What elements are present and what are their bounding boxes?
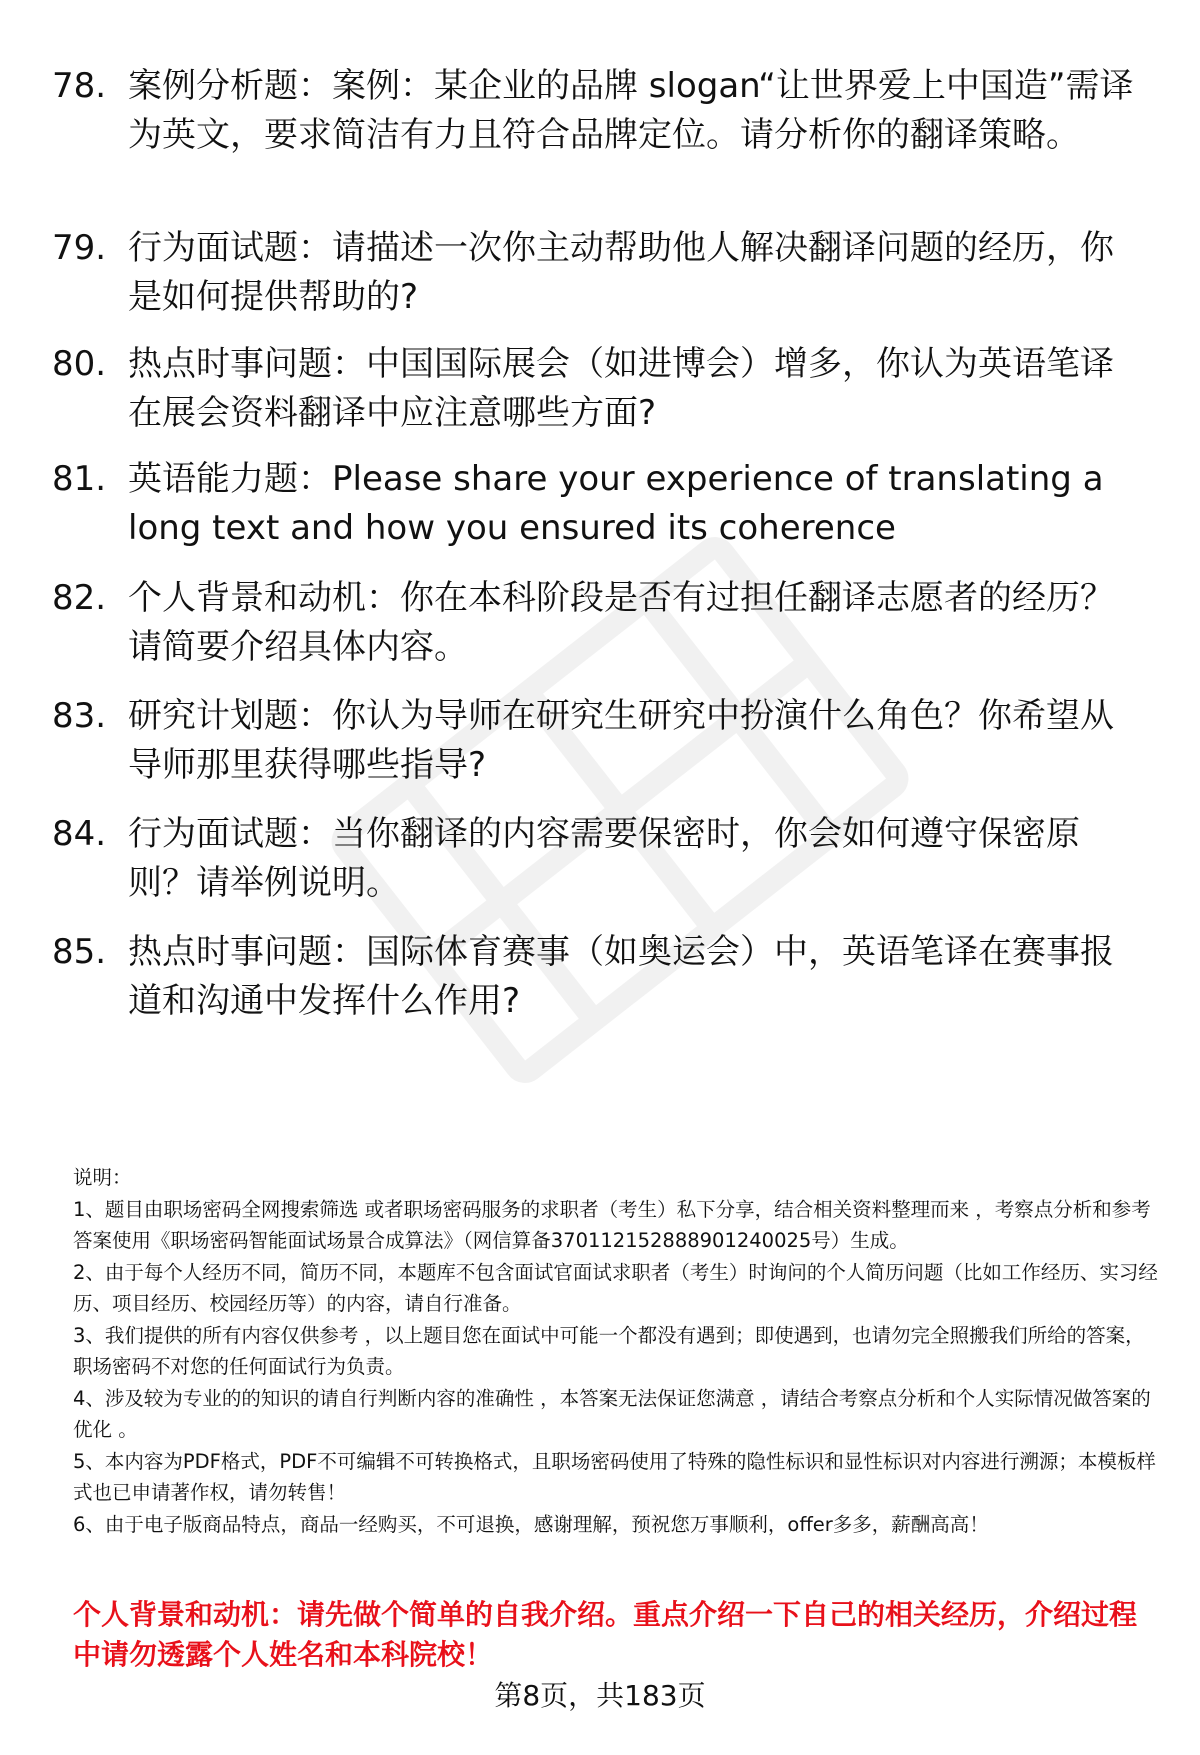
question-text: 英语能力题：Please share your experience of translating a long text and how you ensured its coherence — [128, 459, 1104, 548]
page-number: 第8页，共183页 — [494, 1679, 706, 1712]
notes-heading: 说明： — [73, 1166, 132, 1189]
notes-section — [73, 1162, 1163, 1540]
question-number: 85. — [52, 932, 107, 972]
question-text: 研究计划题：你认为导师在研究生研究中扮演什么角色？你希望从导师那里获得哪些指导? — [128, 696, 1114, 785]
question-item — [52, 455, 1152, 553]
question-text: 行为面试题：请描述一次你主动帮助他人解决翻译问题的经历，你是如何提供帮助的? — [128, 228, 1114, 317]
question-item — [52, 692, 1152, 790]
question-text: 案例分析题：案例：某企业的品牌 slogan“让世界爱上中国造”需译为英文，要求简洁有力且符合品牌定位。请分析你的翻译策略。 — [128, 66, 1134, 155]
question-number: 83. — [52, 696, 107, 736]
question-number: 81. — [52, 459, 107, 499]
question-item — [52, 224, 1152, 322]
note-item: 6、由于电子版商品特点，商品一经购买，不可退换，感谢理解，预祝您万事顺利，offer多多，薪酬高高！ — [73, 1512, 989, 1536]
question-item — [52, 62, 1152, 160]
question-number: 84. — [52, 814, 107, 854]
question-item — [52, 928, 1152, 1026]
question-item — [52, 574, 1152, 672]
question-text: 个人背景和动机：你在本科阶段是否有过担任翻译志愿者的经历？请简要介绍具体内容。 — [128, 578, 1114, 667]
question-number: 78. — [52, 66, 107, 106]
note-item: 1、题目由职场密码全网搜索筛选 或者职场密码服务的求职者（考生）私下分享，结合相关资料整理而来 ，考察点分析和参考答案使用《职场密码智能面试场景合成算法》（网信算备370112152888901240025号）生成。 — [73, 1197, 1151, 1252]
question-number: 82. — [52, 578, 107, 618]
question-number: 79. — [52, 228, 107, 268]
note-item: 3、我们提供的所有内容仅供参考 ，以上题目您在面试中可能一个都没有遇到；即使遇到，也请勿完全照搬我们所给的答案，职场密码不对您的任何面试行为负责。 — [73, 1323, 1145, 1378]
question-item — [52, 810, 1152, 908]
question-text: 行为面试题：当你翻译的内容需要保密时，你会如何遵守保密原则？请举例说明。 — [128, 814, 1080, 903]
note-item: 5、本内容为PDF格式，PDF不可编辑不可转换格式，且职场密码使用了特殊的隐性标识和显性标识对内容进行溯源；本模板样式也已申请著作权，请勿转售！ — [73, 1449, 1156, 1504]
question-number: 80. — [52, 344, 107, 384]
question-item — [52, 340, 1152, 438]
question-text: 热点时事问题：国际体育赛事（如奥运会）中，英语笔译在赛事报道和沟通中发挥什么作用? — [128, 932, 1114, 1021]
note-item: 2、由于每个人经历不同，简历不同，本题库不包含面试官面试求职者（考生）时询问的个人简历问题（比如工作经历、实习经历、项目经历、校园经历等）的内容，请自行准备。 — [73, 1260, 1158, 1315]
note-item: 4、涉及较为专业的的知识的请自行判断内容的准确性 ，本答案无法保证您满意 ，请结合考察点分析和个人实际情况做答案的优化 。 — [73, 1386, 1151, 1441]
red-notice: 个人背景和动机：请先做个简单的自我介绍。重点介绍一下自己的相关经历，介绍过程中请勿透露个人姓名和本科院校！ — [73, 1598, 1138, 1671]
question-text: 热点时事问题：中国国际展会（如进博会）增多，你认为英语笔译在展会资料翻译中应注意哪些方面? — [128, 344, 1114, 433]
